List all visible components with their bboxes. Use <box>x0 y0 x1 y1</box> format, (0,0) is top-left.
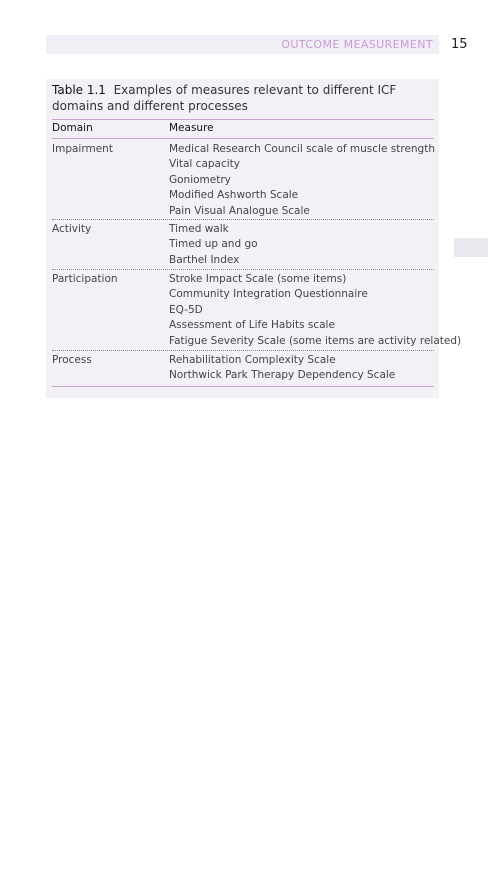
column-header-measure: Measure <box>169 122 214 134</box>
thumb-tab <box>454 238 488 257</box>
table-row-domain <box>52 222 91 237</box>
measure-item: Goniometry <box>169 173 231 186</box>
measure-item: Pain Visual Analogue Scale <box>169 204 310 217</box>
domain-impairment: Impairment <box>52 143 113 155</box>
domain-activity: Activity <box>52 223 92 235</box>
measure-item: Stroke Impact Scale (some items) <box>169 273 347 285</box>
table-row-domain <box>52 353 92 368</box>
table-bottom-rule <box>52 386 434 387</box>
row-divider <box>52 269 434 270</box>
measure-item: Barthel Index <box>169 253 240 266</box>
measure-item: Fatigue Severity Scale (some items are activity related) <box>169 334 462 347</box>
row-divider <box>52 219 434 220</box>
row-divider <box>52 350 434 351</box>
table-row-measures <box>169 353 395 384</box>
measure-item: Medical Research Council scale of muscle strength <box>169 143 435 155</box>
measure-item: Rehabilitation Complexity Scale <box>169 354 336 366</box>
table-1-1 <box>46 79 462 398</box>
table-row-measures <box>169 222 258 268</box>
table-row-domain <box>52 272 118 287</box>
table-row-domain <box>52 142 113 157</box>
page-number: 15 <box>451 37 468 52</box>
measure-item: Timed up and go <box>169 238 258 251</box>
header-rule <box>52 138 434 139</box>
domain-participation: Participation <box>52 273 118 285</box>
measure-item: Community Integration Questionnaire <box>169 288 368 301</box>
measure-item: Assessment of Life Habits scale <box>169 319 335 332</box>
table-caption-text: Examples of measures relevant to different ICF domains and different processes <box>52 83 397 113</box>
measure-item: Northwick Park Therapy Dependency Scale <box>169 369 396 382</box>
measure-item: Timed walk <box>169 223 229 235</box>
domain-process: Process <box>52 354 92 366</box>
table-top-rule <box>52 119 434 120</box>
table-caption <box>52 83 432 114</box>
table-row-measures <box>169 272 461 349</box>
table-row-measures <box>169 142 435 219</box>
measure-item: Vital capacity <box>169 158 241 171</box>
table-caption-label: Table 1.1 <box>52 83 106 97</box>
measure-item: Modified Ashworth Scale <box>169 189 299 202</box>
running-header <box>46 35 439 54</box>
measure-item: EQ-5D <box>169 303 203 316</box>
column-header-domain: Domain <box>52 122 93 134</box>
running-title: OUTCOME MEASUREMENT <box>281 38 433 51</box>
